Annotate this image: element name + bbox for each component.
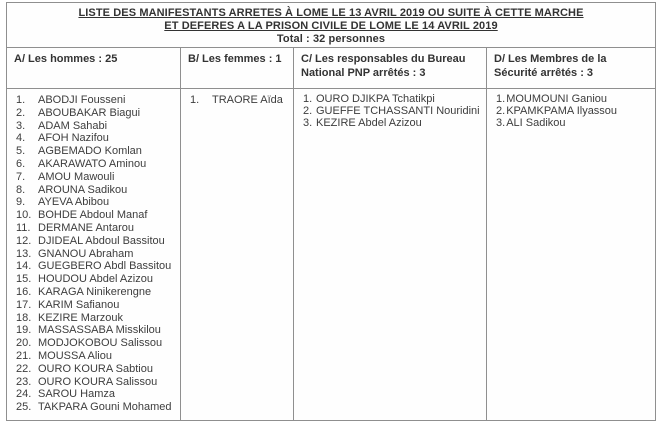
item-number: 24.: [16, 388, 32, 401]
item-name: ALI Sadikou: [506, 117, 566, 129]
item-name: KARIM Safianou: [38, 298, 120, 311]
list-item: [16, 273, 178, 286]
item-number: 18.: [16, 311, 32, 324]
item-number: 21.: [16, 349, 32, 362]
item-number: 6.: [16, 157, 26, 170]
item-number: 16.: [16, 285, 32, 298]
item-number: 1.: [16, 94, 26, 106]
item-name: ABODJI Fousseni: [38, 94, 126, 106]
table-body-row: [7, 89, 655, 420]
item-name: DJIDEAL Abdoul Bassitou: [38, 234, 165, 247]
item-name: KARAGA Ninikerengne: [38, 285, 152, 298]
column-header-femmes: B/ Les femmes : 1: [181, 48, 294, 88]
item-name: AFOH Nazifou: [38, 132, 109, 145]
item-name: OURO DJIKPA Tchatikpi: [316, 94, 435, 105]
document-header: [7, 3, 655, 47]
item-number: 11.: [16, 221, 31, 234]
list-item: [16, 132, 178, 145]
item-name: KEZIRE Marzouk: [38, 311, 123, 324]
item-number: 20.: [16, 337, 32, 350]
item-number: 13.: [16, 247, 32, 260]
item-number: 1.: [190, 94, 200, 106]
item-number: 25.: [16, 401, 32, 414]
list-item: [16, 376, 178, 389]
item-number: 3.: [16, 119, 26, 132]
item-name: MASSASSABA Misskilou: [38, 324, 161, 337]
item-number: 2.: [16, 106, 26, 119]
item-number: 10.: [16, 209, 32, 222]
column-header-bureau-pnp: C/ Les responsables du Bureau National PNP arrêtés : 3: [294, 48, 487, 88]
item-number: 23.: [16, 375, 32, 388]
list-item: [190, 94, 291, 106]
list-item: [16, 312, 178, 325]
item-name: AMOU Mawouli: [38, 170, 115, 183]
item-number: 5.: [16, 145, 26, 158]
name-list-femmes: [190, 94, 291, 106]
list-item: [303, 118, 484, 130]
item-number: 14.: [16, 260, 32, 273]
item-number: 2.: [496, 104, 506, 117]
column-body-hommes: [7, 89, 181, 420]
item-name: TRAORE Aïda: [212, 94, 283, 106]
list-item: [16, 222, 178, 235]
list-item: [16, 196, 178, 209]
item-name: BOHDE Abdoul Manaf: [38, 209, 148, 222]
item-number: 7.: [16, 170, 26, 183]
item-name: MOUMOUNI Ganiou: [506, 94, 608, 105]
list-item: [496, 106, 653, 118]
list-item: [16, 350, 178, 363]
list-item: [303, 106, 484, 118]
list-item: [303, 94, 484, 106]
item-name: ABOUBAKAR Biagui: [38, 106, 141, 119]
name-list-bureau-pnp: [303, 94, 484, 129]
item-number: 3.: [303, 116, 313, 129]
item-name: GUEGBERO Abdl Bassitou: [38, 260, 172, 273]
list-item: [16, 363, 178, 376]
item-name: ADAM Sahabi: [38, 119, 108, 132]
table-header-row: [7, 47, 655, 89]
item-number: 22.: [16, 362, 32, 375]
item-number: 12.: [16, 234, 32, 247]
item-number: 17.: [16, 298, 32, 311]
item-name: AROUNA Sadikou: [38, 183, 128, 196]
list-item: [16, 184, 178, 197]
list-item: [16, 286, 178, 299]
item-name: AKARAWATO Aminou: [38, 157, 147, 170]
list-item: [16, 235, 178, 248]
item-name: DERMANE Antarou: [38, 221, 134, 234]
item-name: KEZIRÉ Abdel Azizou: [316, 117, 422, 129]
list-item: [16, 401, 178, 414]
column-header-hommes: A/ Les hommes : 25: [7, 48, 181, 88]
item-name: HOUDOU Abdel Azizou: [38, 273, 153, 286]
item-name: OURO KOURA Sabtiou: [38, 362, 153, 375]
list-item: [496, 118, 653, 130]
item-number: 1.: [496, 93, 506, 105]
item-number: 3.: [496, 116, 506, 129]
title-line-1: LISTE DES MANIFESTANTS ARRETES À LOME LE 13 AVRIL 2019 OU SUITE À CETTE MARCHE: [78, 7, 584, 19]
column-header-securite: D/ Les Membres de la Sécurité arrêtés : 3: [494, 53, 607, 79]
item-name: AYEVA Abibou: [38, 196, 110, 209]
item-number: 15.: [16, 273, 32, 286]
item-number: 1.: [303, 93, 313, 105]
list-item: [496, 94, 653, 106]
list-item: [16, 120, 178, 133]
list-item: [16, 260, 178, 273]
list-item: [16, 94, 178, 107]
list-item: [16, 337, 178, 350]
item-number: 8.: [16, 183, 26, 196]
item-name: GNANOU Abraham: [38, 247, 134, 260]
item-number: 9.: [16, 196, 26, 209]
item-name: SAROU Hamza: [38, 388, 116, 401]
list-item: [16, 388, 178, 401]
column-body-securite: [487, 89, 655, 420]
title-line-2: ET DEFERES A LA PRISON CIVILE DE LOME LE 14 AVRIL 2019: [164, 20, 498, 32]
list-item: [16, 299, 178, 312]
item-name: MODJOKOBOU Salissou: [38, 337, 163, 350]
total-line: Total : 32 personnes: [276, 33, 386, 45]
column-body-bureau-pnp: [294, 89, 487, 420]
item-number: 19.: [16, 324, 32, 337]
item-name: AGBEMADO Komlan: [38, 145, 142, 158]
column-body-femmes: [181, 89, 294, 420]
item-name: GUÉFFÈ TCHASSANTI Nouridini: [316, 105, 480, 117]
item-name: TAKPARA Gouni Mohamed: [38, 401, 172, 414]
list-item: [16, 209, 178, 222]
list-item: [16, 107, 178, 120]
name-list-securite: [496, 94, 653, 129]
list-item: [16, 145, 178, 158]
list-item: [16, 324, 178, 337]
item-number: 4.: [16, 132, 26, 145]
name-list-hommes: [16, 94, 178, 414]
list-item: [16, 158, 178, 171]
arrest-list-table: [6, 2, 656, 421]
list-item: [16, 171, 178, 184]
item-name: MOUSSA Aliou: [38, 349, 112, 362]
item-name: OURO KOURA Salissou: [38, 375, 158, 388]
item-number: 2.: [303, 104, 313, 117]
list-item: [16, 248, 178, 261]
item-name: KPAMKPAMA Ilyassou: [506, 105, 618, 117]
